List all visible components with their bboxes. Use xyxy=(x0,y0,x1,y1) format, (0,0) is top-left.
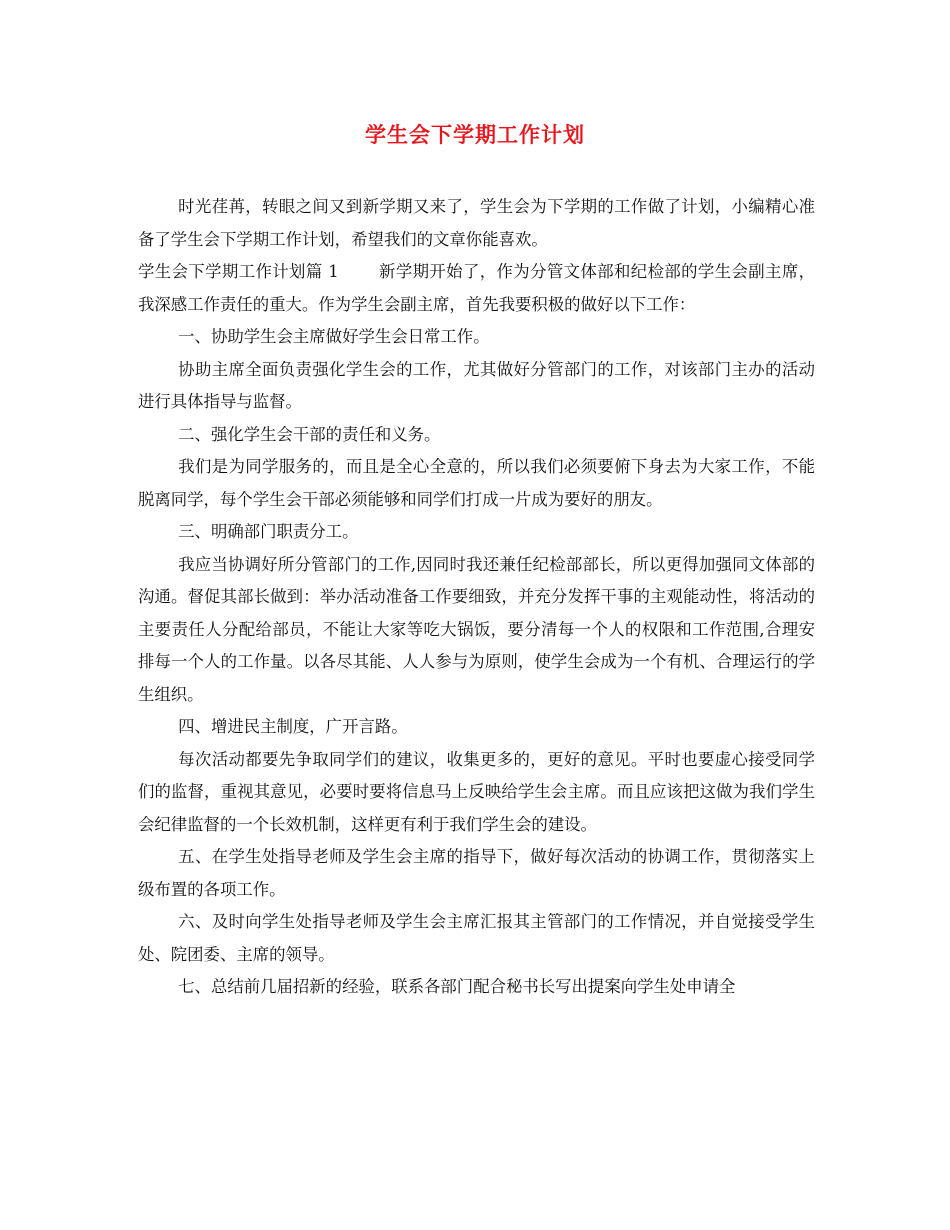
document-body xyxy=(138,191,815,1004)
chapter-paragraph xyxy=(138,256,815,321)
section-item-6: 六、及时向学生处指导老师及学生会主席汇报其主管部门的工作情况，并自觉接受学生处、院团委、主席的领导。 xyxy=(138,912,815,964)
section-heading-4: 四、增进民主制度，广开言路。 xyxy=(178,717,408,736)
section-body-1: 协助主席全面负责强化学生会的工作，尤其做好分管部门的工作，对该部门主办的活动进行具体指导与监督。 xyxy=(138,359,815,411)
chapter-text: 新学期开始了，作为分管文体部和纪检部的学生会副主席，我深感工作责任的重大。作为学生会副主席，首先我要积极的做好以下工作： xyxy=(138,262,816,314)
chapter-label: 学生会下学期工作计划篇 1 xyxy=(138,262,339,281)
section-heading-2: 二、强化学生会干部的责任和义务。 xyxy=(178,424,441,444)
section-heading-3: 三、明确部门职责分工。 xyxy=(178,522,359,541)
section-body-3: 我应当协调好所分管部门的工作,因同时我还兼任纪检部部长，所以更得加强同文体部的沟通。督促其部长做到：举办活动准备工作要细致，并充分发挥干事的主观能动性，将活动的主要责任人分配给部员，不能让大家等吃大锅饭，要分清每一个人的权限和工作范围,合理安排每一个人的工作量。以各尽其能、人人参与为原则，使学生会成为一个有机、合理运行的学生组织。 xyxy=(138,554,815,704)
section-heading-1: 一、协助学生会主席做好学生会日常工作。 xyxy=(178,327,490,346)
section-item-5: 五、在学生处指导老师及学生会主席的指导下，做好每次活动的协调工作，贯彻落实上级布置的各项工作。 xyxy=(138,847,815,899)
section-body-4: 每次活动都要先争取同学们的建议，收集更多的，更好的意见。平时也要虚心接受同学们的监督，重视其意见，必要时要将信息马上反映给学生会主席。而且应该把这做为我们学生会纪律监督的一个长效机制，这样更有利于我们学生会的建设。 xyxy=(138,749,815,834)
section-body-2: 我们是为同学服务的，而且是全心全意的，所以我们必须要俯下身去为大家工作，不能脱离同学，每个学生会干部必须能够和同学们打成一片成为要好的朋友。 xyxy=(138,457,815,509)
intro-paragraph: 时光荏苒，转眼之间又到新学期又来了，学生会为下学期的工作做了计划，小编精心准备了学生会下学期工作计划，希望我们的文章你能喜欢。 xyxy=(138,197,815,249)
section-item-7: 七、总结前几届招新的经验，联系各部门配合秘书长写出提案向学生处申请全 xyxy=(178,977,736,996)
page-title: 学生会下学期工作计划 xyxy=(365,122,585,147)
